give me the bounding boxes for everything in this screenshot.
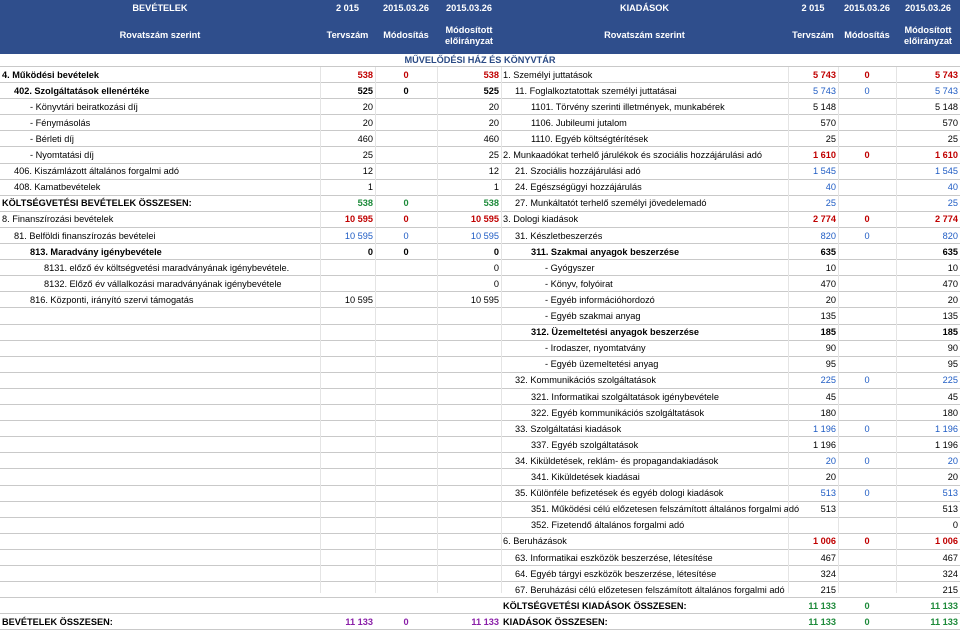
- right-label: 321. Informatikai szolgáltatások igénybevétele: [531, 391, 719, 402]
- left-v1-cell: 10 595: [344, 294, 373, 305]
- left-v1-cell: 12: [362, 166, 373, 177]
- right-label: 32. Kommunikációs szolgáltatások: [515, 375, 656, 386]
- right-v2-cell: 0: [864, 69, 870, 80]
- totals-row: [0, 614, 960, 630]
- right-label: 63. Informatikai eszközök beszerzése, létesítése: [515, 552, 713, 563]
- grid-line: [896, 67, 897, 593]
- right-v1-cell: 20: [825, 294, 836, 305]
- left-v3-cell: 0: [493, 262, 499, 273]
- right-label: 21. Szociális hozzájárulási adó: [515, 166, 641, 177]
- right-date1: 2015.03.26: [844, 3, 890, 14]
- right-label: 312. Üzemeltetési anyagok beszerzése: [531, 327, 700, 338]
- right-label: 1. Személyi juttatások: [503, 69, 593, 80]
- right-v2-cell: 0: [864, 230, 870, 241]
- left-v3-cell: 1: [493, 182, 499, 193]
- right-v1-cell: 513: [820, 488, 836, 499]
- right-label: - Irodaszer, nyomtatvány: [545, 343, 646, 354]
- table-row: [0, 164, 960, 180]
- left-v3-cell: 20: [488, 101, 499, 112]
- right-v3-cell: 90: [947, 343, 958, 354]
- right-label: 31. Készletbeszerzés: [515, 230, 603, 241]
- right-v3-cell: 820: [942, 230, 958, 241]
- right-v2-cell: 0: [864, 150, 870, 161]
- table-row: [0, 131, 960, 147]
- right-label: 337. Egyéb szolgáltatások: [531, 439, 639, 450]
- right-v3-cell: 20: [947, 472, 958, 483]
- left-v1-cell: [320, 260, 375, 275]
- right-v2-cell: [838, 180, 896, 195]
- right-v3-cell: 324: [942, 568, 958, 579]
- left-label: - Bérleti díj: [30, 133, 74, 144]
- right-label: 6. Beruházások: [503, 536, 567, 547]
- left-label: 8132. Előző év vállalkozási maradványának igénybevétele: [44, 278, 282, 289]
- left-v3-cell: 525: [483, 85, 499, 96]
- table-row: [0, 598, 960, 614]
- left-title: BEVÉTELEK: [132, 3, 188, 14]
- right-v2-cell: [838, 292, 896, 307]
- right-v2-cell: 0: [864, 455, 870, 466]
- left-v3-cell: 12: [488, 166, 499, 177]
- left-label: 8. Finanszírozási bevételek: [2, 214, 114, 225]
- right-total-v2: 0: [864, 616, 870, 627]
- right-v2-cell: [838, 341, 896, 356]
- left-col-mod: Módosítás: [383, 30, 429, 41]
- right-label: 33. Szolgáltatási kiadások: [515, 423, 622, 434]
- left-label: KÖLTSÉGVETÉSI BEVÉTELEK ÖSSZESEN:: [2, 198, 192, 209]
- left-v1-cell: 10 595: [344, 230, 373, 241]
- right-v1-cell: 215: [820, 584, 836, 595]
- right-v1-cell: 95: [825, 359, 836, 370]
- table-row: [0, 260, 960, 276]
- left-v2-cell: 0: [403, 230, 409, 241]
- right-label: 27. Munkáltatót terhelő személyi jövedelemadó: [515, 198, 707, 209]
- right-v3-cell: 0: [952, 520, 958, 531]
- left-v1-cell: 10 595: [344, 214, 373, 225]
- right-v3-cell: 180: [942, 407, 958, 418]
- table-row: [0, 244, 960, 260]
- left-v2-cell: [375, 292, 437, 307]
- right-v2-cell: [838, 357, 896, 372]
- right-v2-cell: 0: [864, 600, 870, 611]
- table-row: [0, 83, 960, 99]
- right-v3-cell: 467: [942, 552, 958, 563]
- left-v3-cell: 460: [483, 133, 499, 144]
- right-v2-cell: 0: [864, 423, 870, 434]
- right-v2-cell: [838, 437, 896, 452]
- left-total-v3: 11 133: [471, 616, 499, 627]
- table-row: [0, 486, 960, 502]
- left-total-v1: 11 133: [345, 616, 373, 627]
- header-row-columns: [0, 18, 960, 54]
- right-v3-cell: 1 196: [935, 423, 958, 434]
- right-v1-cell: 1 196: [813, 423, 836, 434]
- table-row: [0, 99, 960, 115]
- left-date2: 2015.03.26: [446, 3, 492, 14]
- table-row: [0, 196, 960, 212]
- right-v3-cell: 635: [942, 246, 958, 257]
- grid-line: [320, 67, 321, 593]
- right-label: 351. Működési célú előzetesen felszámított általános forgalmi adó: [531, 504, 800, 515]
- table-row: [0, 405, 960, 421]
- left-v3-cell: 538: [483, 198, 499, 209]
- right-v1-cell: 20: [825, 455, 836, 466]
- right-v1-cell: 5 743: [813, 85, 836, 96]
- right-date2: 2015.03.26: [905, 3, 951, 14]
- left-label: 4. Működési bevételek: [2, 69, 100, 80]
- left-col-terv: Tervszám: [326, 30, 369, 41]
- right-v1-cell: 40: [825, 182, 836, 193]
- grid-line: [501, 67, 502, 593]
- left-v1-cell: 20: [362, 101, 373, 112]
- right-v2-cell: 0: [864, 214, 870, 225]
- left-label: 408. Kamatbevételek: [14, 182, 101, 193]
- right-v3-cell: 215: [942, 584, 958, 595]
- right-label: 67. Beruházási célú előzetesen felszámított általános forgalmi adó: [515, 584, 785, 595]
- right-v3-cell: 20: [947, 294, 958, 305]
- right-col-modelo: Módosított előirányzat: [904, 24, 952, 46]
- right-label: 24. Egészségügyi hozzájárulás: [515, 182, 642, 193]
- right-label: - Gyógyszer: [545, 262, 595, 273]
- right-v1-cell: 1 006: [813, 536, 836, 547]
- left-v1-cell: 525: [357, 85, 373, 96]
- right-v3-cell: 1 196: [935, 439, 958, 450]
- right-v1-cell: 25: [825, 133, 836, 144]
- table-row: [0, 421, 960, 437]
- right-v1-cell: 180: [820, 407, 836, 418]
- left-v3-cell: 10 595: [470, 230, 499, 241]
- right-v1-cell: 324: [820, 568, 836, 579]
- left-v3-cell: 10 595: [470, 214, 499, 225]
- right-label: 3. Dologi kiadások: [503, 214, 579, 225]
- right-v3-cell: 40: [947, 182, 958, 193]
- left-year: 2 015: [336, 3, 359, 14]
- right-v3-cell: 470: [942, 278, 958, 289]
- right-v1-cell: 820: [820, 230, 836, 241]
- right-v2-cell: 0: [864, 488, 870, 499]
- right-v2-cell: [838, 276, 896, 291]
- institution-banner: [0, 54, 960, 67]
- left-label: 816. Központi, irányító szervi támogatás: [30, 294, 194, 305]
- left-v3-cell: 10 595: [470, 294, 499, 305]
- left-v2-cell: 0: [403, 214, 409, 225]
- table-row: [0, 357, 960, 373]
- right-label: KÖLTSÉGVETÉSI KIADÁSOK ÖSSZESEN:: [503, 600, 687, 611]
- right-v3-cell: 25: [947, 198, 958, 209]
- left-total-v2: 0: [403, 616, 409, 627]
- left-v3-cell: 538: [483, 69, 499, 80]
- left-v1-cell: [320, 276, 375, 291]
- right-label: 1106. Jubileumi jutalom: [531, 117, 627, 128]
- table-row: [0, 453, 960, 469]
- left-v2-cell: 0: [403, 85, 409, 96]
- right-v3-cell: 95: [947, 359, 958, 370]
- right-col-mod: Módosítás: [844, 30, 890, 41]
- table-row: [0, 389, 960, 405]
- right-v3-cell: 45: [947, 391, 958, 402]
- left-v2-cell: 0: [403, 198, 409, 209]
- right-v1-cell: 635: [820, 246, 836, 257]
- right-v3-cell: 570: [942, 117, 958, 128]
- institution-name: MŰVELŐDÉSI HÁZ ÉS KÖNYVTÁR: [404, 55, 556, 65]
- right-v2-cell: [838, 389, 896, 404]
- table-row: [0, 582, 960, 598]
- right-v2-cell: [838, 115, 896, 130]
- right-v2-cell: [838, 405, 896, 420]
- right-v3-cell: 135: [942, 311, 958, 322]
- right-label: - Egyéb információhordozó: [545, 294, 655, 305]
- right-label: 322. Egyéb kommunikációs szolgáltatások: [531, 407, 705, 418]
- right-v3-cell: 20: [947, 455, 958, 466]
- right-v1-cell: 225: [820, 375, 836, 386]
- right-label: 1101. Törvény szerinti illetmények, munkabérek: [531, 101, 725, 112]
- table-row: [0, 276, 960, 292]
- table-row: [0, 470, 960, 486]
- right-label: 352. Fizetendő általános forgalmi adó: [531, 520, 685, 531]
- right-v1-cell: 2 774: [813, 214, 836, 225]
- table-row: [0, 341, 960, 357]
- right-v1-cell: 25: [825, 198, 836, 209]
- right-total-label: KIADÁSOK ÖSSZESEN:: [503, 616, 608, 627]
- right-label: - Egyéb szakmai anyag: [545, 311, 641, 322]
- right-v2-cell: [838, 164, 896, 179]
- right-v3-cell: 25: [947, 133, 958, 144]
- right-v3-cell: 5 148: [935, 101, 958, 112]
- right-v3-cell: 5 743: [935, 69, 958, 80]
- right-v3-cell: 513: [942, 488, 958, 499]
- right-v3-cell: 513: [942, 504, 958, 515]
- left-label: - Fénymásolás: [30, 117, 91, 128]
- left-col-modelo: Módosított előirányzat: [445, 24, 493, 46]
- right-v1-cell: 467: [820, 552, 836, 563]
- right-label: 2. Munkaadókat terhelő járulékok és szociális hozzájárulási adó: [503, 150, 762, 161]
- table-row: [0, 534, 960, 550]
- right-v2-cell: [838, 518, 896, 533]
- right-v1-cell: 1 196: [813, 439, 836, 450]
- left-label: 406. Kiszámlázott általános forgalmi adó: [14, 166, 179, 177]
- left-v1-cell: 25: [362, 150, 373, 161]
- right-v2-cell: [838, 309, 896, 324]
- header-row-titles: [0, 0, 960, 18]
- left-v3-cell: 20: [488, 117, 499, 128]
- grid-line: [375, 67, 376, 593]
- right-v2-cell: [838, 470, 896, 485]
- left-v2-cell: [375, 180, 437, 195]
- grid-line: [838, 67, 839, 593]
- right-col-rovat: Rovatszám szerint: [604, 30, 685, 41]
- left-col-rovat: Rovatszám szerint: [119, 30, 201, 41]
- right-v2-cell: [838, 566, 896, 581]
- left-v2-cell: [375, 164, 437, 179]
- table-row: [0, 550, 960, 566]
- right-v3-cell: 5 743: [935, 85, 958, 96]
- grid-line: [437, 67, 438, 593]
- right-v2-cell: [838, 550, 896, 565]
- left-v2-cell: [375, 148, 437, 163]
- table-row: [0, 309, 960, 325]
- right-v2-cell: [838, 196, 896, 211]
- right-v3-cell: 185: [942, 327, 958, 338]
- left-total-label: BEVÉTELEK ÖSSZESEN:: [2, 616, 113, 627]
- right-v2-cell: [838, 131, 896, 146]
- table-row: [0, 180, 960, 196]
- left-v2-cell: [375, 115, 437, 130]
- left-v1-cell: 0: [367, 246, 373, 257]
- right-v2-cell: [838, 502, 896, 517]
- right-v1-cell: 11 133: [808, 600, 836, 611]
- right-label: - Könyv, folyóirat: [545, 278, 613, 289]
- left-v3-cell: 0: [493, 246, 499, 257]
- right-label: 64. Egyéb tárgyi eszközök beszerzése, létesítése: [515, 568, 717, 579]
- right-total-v3: 11 133: [930, 616, 958, 627]
- right-v3-cell: 10: [947, 262, 958, 273]
- right-v3-cell: 225: [942, 375, 958, 386]
- left-label: 8131. előző év költségvetési maradványának igénybevétele.: [44, 262, 290, 273]
- left-v2-cell: [375, 276, 437, 291]
- table-row: [0, 325, 960, 341]
- right-label: 341. Kiküldetések kiadásai: [531, 472, 640, 483]
- left-v1-cell: 1: [367, 182, 373, 193]
- right-v1-cell: 1 610: [813, 150, 836, 161]
- right-v1-cell: 45: [825, 391, 836, 402]
- right-total-v1: 11 133: [808, 616, 836, 627]
- table-row: [0, 566, 960, 582]
- table-row: [0, 148, 960, 164]
- right-v1-cell: 5 148: [813, 101, 836, 112]
- right-v3-cell: 1 610: [935, 150, 958, 161]
- table-row: [0, 502, 960, 518]
- right-v1-cell: 513: [820, 504, 836, 515]
- right-v2-cell: [838, 244, 896, 259]
- right-v2-cell: 0: [864, 536, 870, 547]
- right-v1-cell: 1 545: [813, 166, 836, 177]
- right-v1-cell: [788, 518, 838, 533]
- table-row: [0, 67, 960, 83]
- left-v1-cell: 460: [357, 133, 373, 144]
- right-label: 34. Kiküldetések, reklám- és propagandakiadások: [515, 455, 719, 466]
- table-row: [0, 518, 960, 534]
- right-v1-cell: 470: [820, 278, 836, 289]
- right-v3-cell: 1 006: [935, 536, 958, 547]
- left-v1-cell: 538: [357, 198, 373, 209]
- right-v3-cell: 1 545: [935, 166, 958, 177]
- right-v2-cell: [838, 582, 896, 597]
- left-label: 81. Belföldi finanszírozás bevételei: [14, 230, 156, 241]
- table-row: [0, 212, 960, 228]
- right-v2-cell: 0: [864, 85, 870, 96]
- table-row: [0, 373, 960, 389]
- table-row: [0, 115, 960, 131]
- left-v1-cell: 20: [362, 117, 373, 128]
- grid-line: [788, 67, 789, 593]
- right-v2-cell: 0: [864, 375, 870, 386]
- right-v1-cell: 570: [820, 117, 836, 128]
- right-label: 35. Különféle befizetések és egyéb dologi kiadások: [515, 488, 724, 499]
- right-v3-cell: 11 133: [930, 600, 958, 611]
- right-label: 1110. Egyéb költségtérítések: [531, 133, 649, 144]
- right-label: 311. Szakmai anyagok beszerzése: [531, 246, 680, 257]
- table-row: [0, 228, 960, 244]
- left-v2-cell: [375, 131, 437, 146]
- right-v1-cell: 90: [825, 343, 836, 354]
- right-v1-cell: 185: [820, 327, 836, 338]
- right-v3-cell: 2 774: [935, 214, 958, 225]
- right-v1-cell: 135: [820, 311, 836, 322]
- left-v2-cell: 0: [403, 69, 409, 80]
- right-v2-cell: [838, 325, 896, 340]
- right-label: - Egyéb üzemeltetési anyag: [545, 359, 659, 370]
- left-label: - Nyomtatási díj: [30, 150, 94, 161]
- right-v1-cell: 20: [825, 472, 836, 483]
- left-v2-cell: [375, 260, 437, 275]
- right-v2-cell: [838, 260, 896, 275]
- right-v1-cell: 10: [825, 262, 836, 273]
- left-v3-cell: 0: [493, 278, 499, 289]
- right-title: KIADÁSOK: [619, 3, 669, 14]
- table-row: [0, 437, 960, 453]
- left-label: - Könyvtári beiratkozási díj: [30, 101, 138, 112]
- right-col-terv: Tervszám: [792, 30, 834, 41]
- right-v1-cell: 5 743: [813, 69, 836, 80]
- left-v3-cell: 25: [488, 150, 499, 161]
- left-label: 402. Szolgáltatások ellenértéke: [14, 85, 150, 96]
- right-label: 11. Foglalkoztatottak személyi juttatásai: [515, 85, 677, 96]
- left-label: 813. Maradvány igénybevétele: [30, 246, 162, 257]
- left-date1: 2015.03.26: [383, 3, 429, 14]
- left-v1-cell: 538: [357, 69, 373, 80]
- left-v2-cell: [375, 99, 437, 114]
- left-v2-cell: 0: [403, 246, 409, 257]
- table-row: [0, 292, 960, 308]
- right-year: 2 015: [801, 3, 825, 14]
- right-v2-cell: [838, 99, 896, 114]
